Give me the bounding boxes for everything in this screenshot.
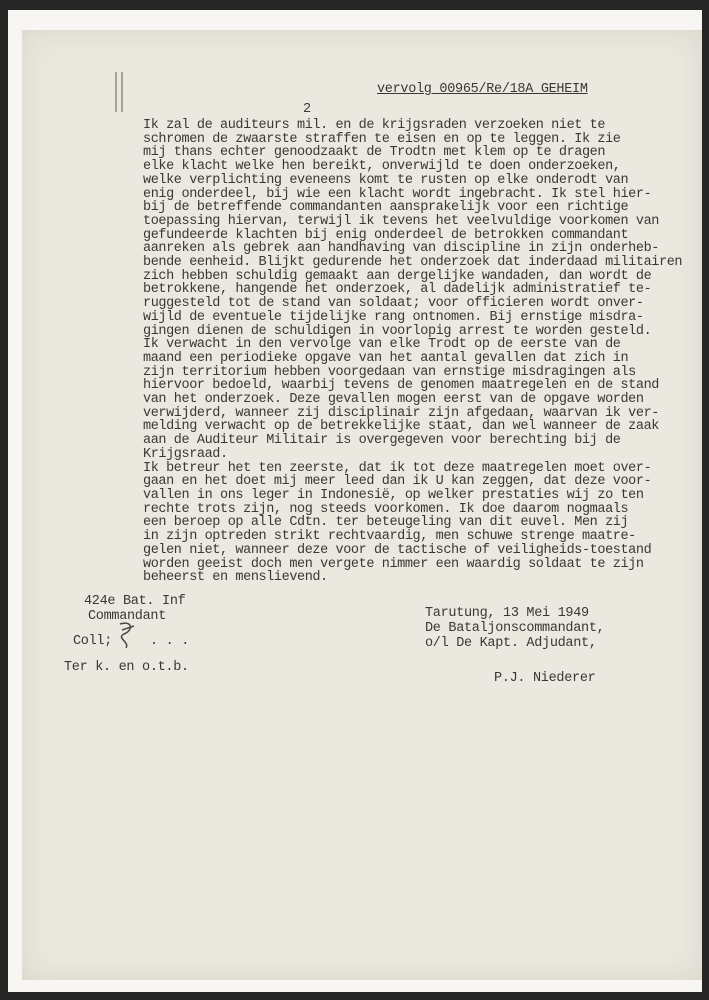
letter-body xyxy=(143,119,682,585)
body-line: gelen niet, wanneer deze voor de tactische of veiligheids-toestand xyxy=(143,542,652,558)
body-line: van het onderzoek. Deze gevallen mogen eerst van de opgave worden xyxy=(143,392,644,408)
signatory-subtitle: o/l De Kapt. Adjudant, xyxy=(425,636,597,651)
body-line: aanreken als gebrek aan handhaving van discipline in zijn onderheb- xyxy=(143,241,659,257)
body-line: schromen de zwaarste straffen te eisen en op te leggen. Ik zie xyxy=(143,131,621,147)
body-line: wijld de eventuele tijdelijke rang ontnomen. Bij ernstige misdra- xyxy=(143,309,644,325)
signer-name: P.J. Niederer xyxy=(494,671,596,686)
body-line: verwijderd, wanneer zij disciplinair zijn afgedaan, waarvan ik ver- xyxy=(143,405,659,421)
body-line: enig onderdeel, bij wie een klacht wordt ingebracht. Ik stel hier- xyxy=(143,186,652,202)
body-line: ruggesteld tot de stand van soldaat; voor officieren wordt onver- xyxy=(143,296,644,312)
body-line: elke klacht welke hen bereikt, onverwijld te doen onderzoeken, xyxy=(143,159,621,175)
body-line: bende eenheid. Blijkt gedurende het onderzoek dat inderdaad militairen xyxy=(143,255,683,271)
body-line: in zijn optreden strikt rechtvaardig, men schuwe strenge maatre- xyxy=(143,529,636,545)
unit-commander: Commandant xyxy=(88,609,167,624)
coll-dots: . . . xyxy=(150,634,190,649)
body-line: Ik verwacht in den vervolge van elke Trodt op de eerste van de xyxy=(143,337,621,353)
body-line: beheerst en menslievend. xyxy=(143,570,328,586)
body-line: zich hebben schuldig gemaakt aan dergelijke wandaden, dan wordt de xyxy=(143,268,652,284)
body-line: gefundeerde klachten bij enig onderdeel de betrokken commandant xyxy=(143,227,629,243)
body-line: rechte trots zijn, nog steeds voorkomen. Ik doe daarom nogmaals xyxy=(143,501,629,517)
paper-crease xyxy=(121,72,123,112)
body-line: hiervoor bedoeld, waarbij tevens de genomen maatregelen en de stand xyxy=(143,378,659,394)
body-line: gaan en het doet mij meer leed dan ik U kan zeggen, dat deze voor- xyxy=(143,474,652,490)
unit-line: 424e Bat. Inf xyxy=(84,594,186,609)
body-line: bij de betreffende commandanten aansprakelijk voor een richtige xyxy=(143,200,629,216)
body-line: gingen dienen de schuldigen in voorlopig arrest te worden gesteld. xyxy=(143,323,652,339)
body-line: aan de Auditeur Militair is overgegeven voor berechting bij de xyxy=(143,433,621,449)
body-line: Ik zal de auditeurs mil. en de krijgsraden verzoeken niet te xyxy=(143,118,606,133)
body-line: zijn territorium hebben voorgedaan van ernstige misdragingen als xyxy=(143,364,636,380)
body-line: maand een periodieke opgave van het aantal gevallen dat zich in xyxy=(143,350,629,366)
place-date: Tarutung, 13 Mei 1949 xyxy=(425,606,589,621)
body-line: mij thans echter genoodzaakt de Trodtn met klem op te dragen xyxy=(143,145,606,161)
initial-signature xyxy=(112,620,142,650)
body-line: een beroep op alle Cdtn. ter beteugeling van dit euvel. Men zij xyxy=(143,515,629,531)
body-line: worden geeist doch men vergete nimmer een waardig soldaat te zijn xyxy=(143,556,644,572)
body-line: melding verwacht op de betrekkelijke staat, dan wel wanneer de zaak xyxy=(143,419,659,435)
document-reference: vervolg 00965/Re/18A GEHEIM xyxy=(377,82,588,97)
paper-crease xyxy=(115,72,117,112)
body-line: vallen in ons leger in Indonesië, op welker prestaties wij zo ten xyxy=(143,487,644,503)
coll-label: Coll; xyxy=(73,634,113,649)
page-number: 2 xyxy=(303,102,311,117)
body-line: betrokkene, hangende het onderzoek, al dadelijk administratief te- xyxy=(143,282,652,298)
signatory-title: De Bataljonscommandant, xyxy=(425,621,605,636)
ter-kennis: Ter k. en o.t.b. xyxy=(64,660,189,675)
body-line: Krijgsraad. xyxy=(143,446,228,462)
body-line: Ik betreur het ten zeerste, dat ik tot deze maatregelen moet over- xyxy=(143,460,652,476)
body-line: toepassing hiervan, terwijl ik tevens het veelvuldige voorkomen van xyxy=(143,213,659,229)
body-line: welke verplichting eveneens komt te rusten op elke onderodt van xyxy=(143,172,629,188)
